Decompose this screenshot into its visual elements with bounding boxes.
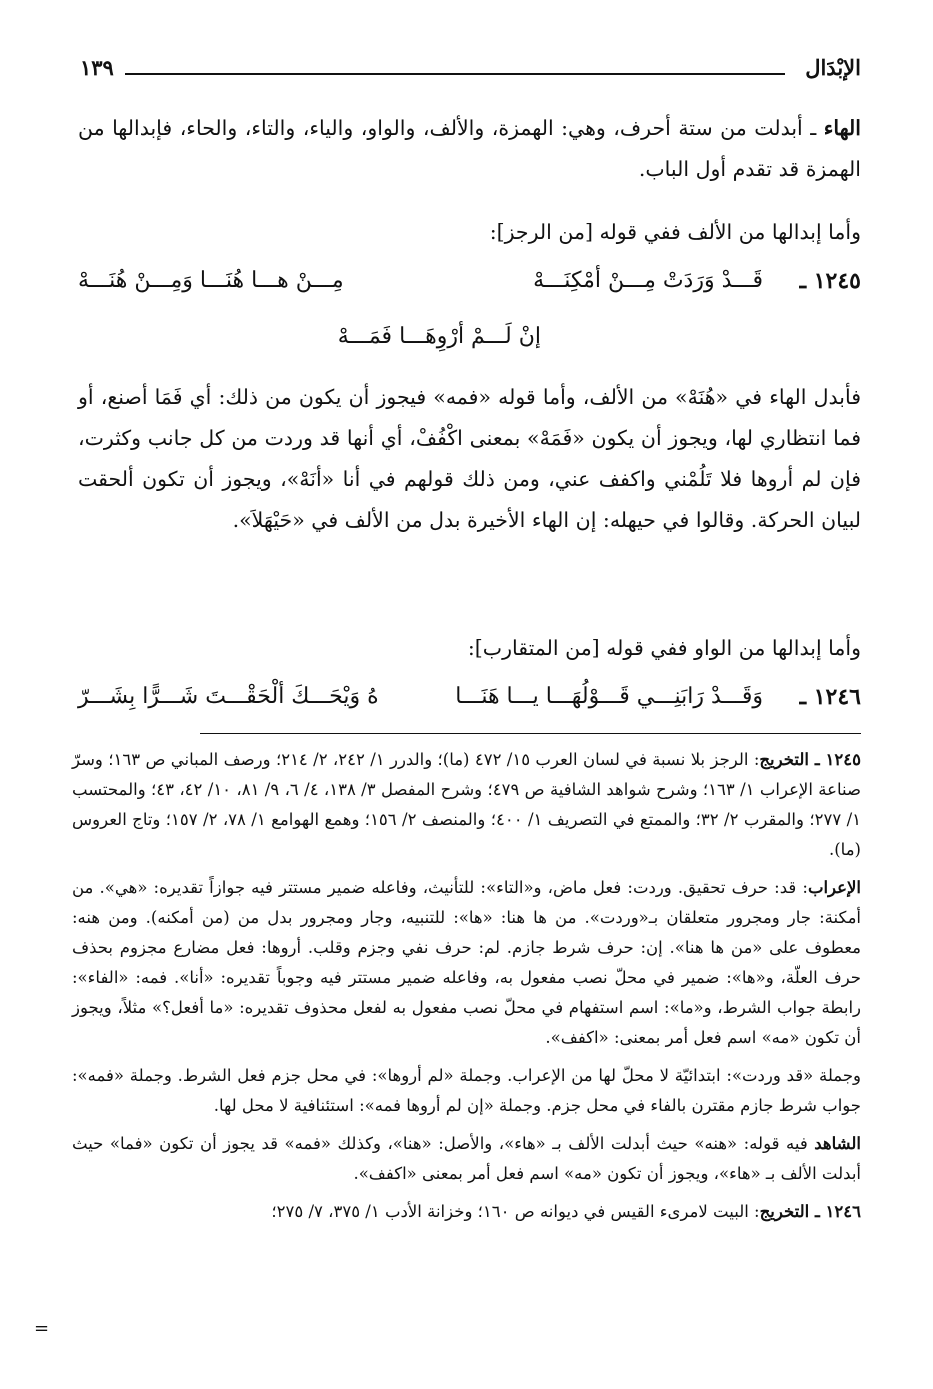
footnote-separator	[200, 733, 861, 734]
note-heading: ١٢٤٥ ـ التخريج	[759, 750, 861, 769]
note-text: : البيت لامرىء القيس في ديوانه ص ١٦٠؛ وخزانة الأدب ١/ ٣٧٥، ٧/ ٢٧٥؛	[271, 1202, 760, 1221]
verse-hemistich-first: وَقَـــدْ رَابَنِـــي قَـــوْلُهَـــا يـــا هَنَـــا	[455, 684, 763, 709]
verse-1246-line1	[78, 684, 861, 728]
paragraph-text: فأبدل الهاء في «هُنَهْ» من الألف، وأما قوله «فمه» فيجوز أن يكون من ذلك: أي فَمَا أصنع، أو فما انتظاري لها، ويجوز أن يكون «فَمَهْ» بمعنى اكْفُفْ، أي أنها قد وردت من كل جانب وكثرت، فإن لم أروها فلا تَلُمْني واكفف عني، ومن ذلك قولهم في أنا «أنَهْ»، ويجوز أن تكون ألحقت لبيان الحركة. وقالوا في حيهله: إن الهاء الأخيرة بدل من الألف في «حَيْهَلاَ».	[78, 385, 861, 532]
note-heading: ١٢٤٦ ـ التخريج	[759, 1202, 861, 1221]
page-number: ١٣٩	[80, 55, 114, 80]
verse-1245-line2	[78, 324, 861, 368]
verse-number: ١٢٤٥ ـ	[799, 268, 861, 294]
note-jumal: وجملة «قد وردت»: ابتدائيّة لا محلّ لها من الإعراب. وجملة «لم أروها»: في محل جزم فعل الشرط. وجملة «فمه»: جواب شرط جازم مقترن بالفاء في محل جزم. وجملة «إن لم أروها فمه»: استئنافية لا محل لها.	[72, 1066, 861, 1115]
paragraph-text: ـ أبدلت من ستة أحرف، وهي: الهمزة، والألف، والواو، والياء، والتاء، والحاء، فإبدالها من الهمزة قد تقدم أول الباب.	[78, 116, 861, 181]
header-rule	[125, 73, 785, 75]
paragraph-ha	[78, 108, 861, 190]
verse-hemistich-second: هُ وَيْحَـــكَ ألْحَقْـــتَ شَـــرًّا بِشَـــرّ	[78, 684, 379, 709]
paragraph-lead: الهاء	[823, 116, 861, 140]
paragraph-alif-intro	[78, 212, 861, 253]
footnotes	[72, 745, 861, 1227]
continuation-mark: =	[34, 1318, 50, 1339]
chapter-title: الإبْدَال	[805, 55, 861, 80]
note-takhrij-1246	[72, 1197, 861, 1227]
paragraph-waw-intro	[78, 628, 861, 669]
verse-number: ١٢٤٦ ـ	[799, 684, 861, 710]
verse-1245-line1	[78, 268, 861, 312]
note-text: فيه قوله: «هنه» حيث أبدلت الألف بـ «هاء»، والأصل: «هنا»، وكذلك «فمه» قد يجوز أن تكون «فما» حيث أبدلت الألف بـ «هاء»، ويجوز أن تكون «مه» اسم فعل أمر بمعنى «اكفف».	[72, 1134, 861, 1183]
verse-hemistich-single: إنْ لَـــمْ أرْوِهَـــا فَمَـــهْ	[337, 324, 541, 349]
paragraph-text: وأما إبدالها من الألف ففي قوله [من الرجز]:	[489, 220, 861, 244]
note-text: : الرجز بلا نسبة في لسان العرب ١٥/ ٤٧٢ (ما)؛ والدرر ١/ ٢٤٢، ٢/ ٢١٤؛ ورصف المباني ص ١٦٣؛ وسرّ صناعة الإعراب ١/ ١٦٣؛ وشرح شواهد الشافية ص ٤٧٩؛ وشرح المفصل ٣/ ١٣٨، ٤/ ٦، ٩/ ٨١، ١٠/ ٤٢، ٤٣؛ والمحتسب ١/ ٢٧٧؛ والمقرب ٢/ ٣٢؛ والممتع في التصريف ١/ ٤٠٠؛ والمنصف ٢/ ١٥٦؛ وهمع الهوامع ١/ ٧٨، ٢/ ١٥٧؛ وتاج العروس (ما).	[72, 750, 862, 859]
note-shahid	[72, 1129, 861, 1189]
verse-hemistich-second: مِـــنْ هـــا هُنَـــا وَمِـــنْ هُنَـــهْ	[78, 268, 344, 293]
note-irab	[72, 873, 861, 1053]
note-heading: الإعراب	[807, 878, 861, 897]
note-heading: الشاهد	[814, 1134, 861, 1153]
note-takhrij-1245	[72, 745, 861, 865]
paragraph-text: وأما إبدالها من الواو ففي قوله [من المتقارب]:	[467, 636, 861, 660]
verse-hemistich-first: قَـــدْ وَرَدَتْ مِـــنْ أمْكِنَـــهْ	[533, 268, 763, 293]
note-text: : قد: حرف تحقيق. وردت: فعل ماض، و«التاء»: للتأنيث، وفاعله ضمير مستتر فيه جوازاً تقديره: «هي». من أمكنة: جار ومجرور متعلقان بـ«وردت». من ها هنا: «ها»: للتنبيه، وجار ومجرور بدل من (من أمكنه). ومن هنه: معطوف على «من ها هنا». إن: حرف شرط جازم. لم: حرف نفي وجزم وقلب. أروها: فعل مضارع مجزوم بحذف حرف العلّة، و«ها»: ضمير في محلّ نصب مفعول به، وفاعله ضمير مستتر فيه وجوباً تقديره: «أنا». فمه: «الفاء»: رابطة جواب الشرط، و«ما»: اسم استفهام في محلّ نصب مفعول به لفعل محذوف تقديره: «ما أفعل؟» مثلاً، ويجوز أن تكون «مه» اسم فعل أمر بمعنى: «اكفف».	[72, 878, 861, 1047]
paragraph-commentary	[78, 377, 861, 541]
